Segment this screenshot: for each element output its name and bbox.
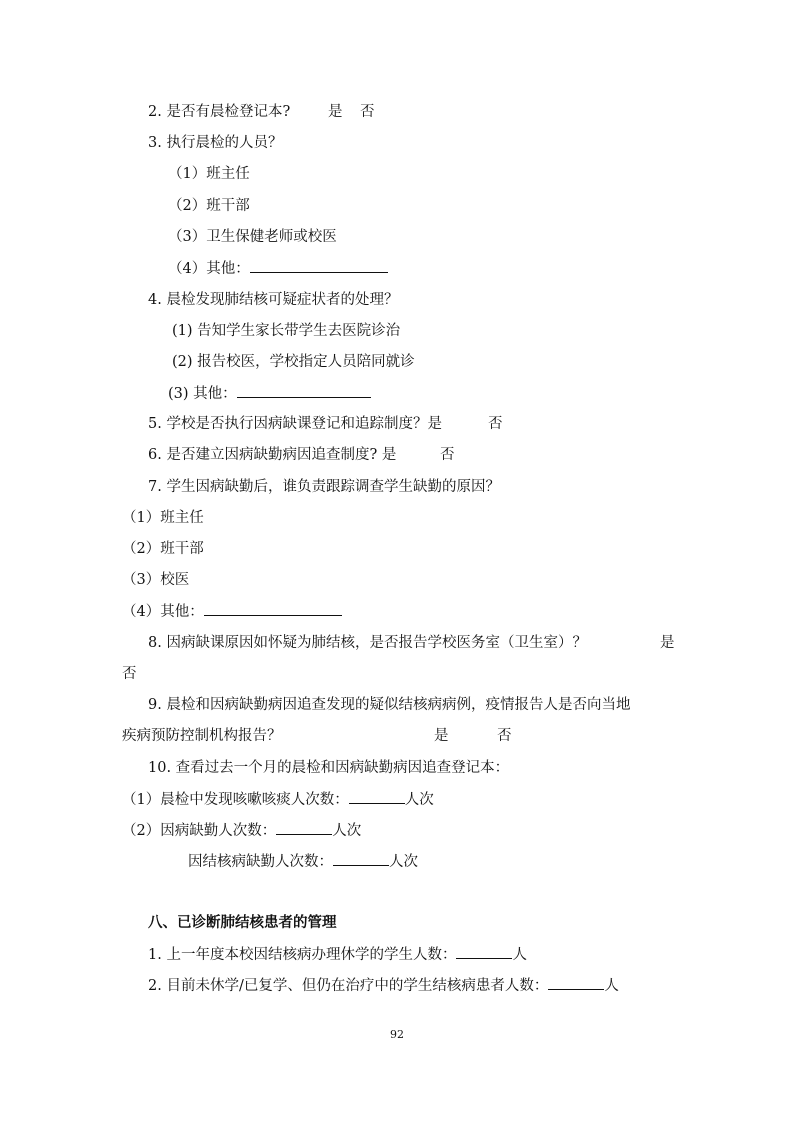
section-8-heading: 八、已诊断肺结核患者的管理 [148, 915, 337, 931]
question-10-text: 10. 查看过去一个月的晨检和因病缺勤病因追查登记本： [148, 760, 510, 776]
question-7-option-4 [122, 601, 342, 621]
question-10-item-2 [122, 820, 361, 840]
question-4-option-1: (1) 告知学生家长带学生去医院诊治 [172, 323, 401, 339]
suspension-count-blank[interactable] [456, 944, 512, 959]
question-2-no: 否 [360, 104, 375, 120]
question-8-no: 否 [122, 666, 137, 682]
question-3-option-2: （2）班干部 [168, 198, 250, 214]
question-7-text: 7. 学生因病缺勤后，谁负责跟踪调查学生缺勤的原因？ [148, 479, 500, 495]
question-10-item-1-label: （1）晨检中发现咳嗽咳痰人次数： [122, 792, 349, 808]
question-10-item-3 [188, 851, 418, 871]
question-10-item-2-unit: 人次 [332, 823, 362, 839]
question-7-other-blank[interactable] [204, 601, 342, 616]
section-8-question-1-label: 1. 上一年度本校因结核病办理休学的学生人数： [148, 947, 457, 963]
question-3-option-4-label: （4）其他： [168, 261, 250, 277]
question-10-item-1 [122, 789, 434, 809]
question-3-text: 3. 执行晨检的人员？ [148, 135, 283, 151]
question-4-option-3 [168, 383, 371, 403]
section-8-question-1 [148, 944, 527, 964]
question-9-line-1: 9. 晨检和因病缺勤病因追查发现的疑似结核病病例，疫情报告人是否向当地 [148, 697, 631, 713]
question-8-yes: 是 [660, 635, 675, 651]
question-3-option-3: （3）卫生保健老师或校医 [168, 229, 337, 245]
question-9-no: 否 [497, 728, 512, 744]
question-9-line-2: 疾病预防控制机构报告？ [122, 728, 282, 744]
question-7-option-2: （2）班干部 [122, 541, 204, 557]
question-4-other-blank[interactable] [237, 383, 371, 398]
question-7-option-3: （3）校医 [122, 572, 190, 588]
cough-count-blank[interactable] [349, 789, 405, 804]
question-2 [148, 102, 290, 122]
question-3-other-blank[interactable] [250, 258, 388, 273]
section-8-question-2-label: 2. 目前未休学/已复学、但仍在治疗中的学生结核病患者人数： [148, 978, 549, 994]
question-3-option-4 [168, 258, 388, 278]
section-8-question-2 [148, 975, 619, 995]
section-8-question-1-unit: 人 [512, 947, 527, 963]
question-10-item-3-unit: 人次 [389, 854, 418, 870]
question-7-option-1: （1）班主任 [122, 510, 204, 526]
tb-absence-count-blank[interactable] [333, 851, 389, 866]
section-8-question-2-unit: 人 [604, 978, 619, 994]
page-number: 92 [390, 1028, 404, 1041]
question-2-text: 2. 是否有晨检登记本? [148, 104, 291, 120]
absence-count-blank[interactable] [276, 820, 332, 835]
question-4-option-3-label: (3) 其他： [168, 386, 237, 402]
question-3-option-1: （1）班主任 [168, 166, 250, 182]
question-9-yes: 是 [434, 728, 449, 744]
question-10-item-2-label: （2）因病缺勤人次数： [122, 823, 277, 839]
question-5-no: 否 [488, 416, 503, 432]
question-4-option-2: (2) 报告校医，学校指定人员陪同就诊 [172, 354, 415, 370]
question-4-text: 4. 晨检发现肺结核可疑症状者的处理？ [148, 292, 399, 308]
in-treatment-count-blank[interactable] [548, 975, 604, 990]
question-10-item-1-unit: 人次 [404, 792, 434, 808]
question-6-text: 6. 是否建立因病缺勤病因追查制度? 是 [148, 447, 397, 463]
question-7-option-4-label: （4）其他： [122, 604, 204, 620]
question-5-text: 5. 学校是否执行因病缺课登记和追踪制度？是 [148, 416, 442, 432]
question-2-yes: 是 [328, 104, 343, 120]
question-6-no: 否 [440, 447, 455, 463]
question-8-text: 8. 因病缺课原因如怀疑为肺结核，是否报告学校医务室（卫生室）？ [148, 635, 587, 651]
question-10-item-3-label: 因结核病缺勤人次数： [188, 854, 333, 870]
